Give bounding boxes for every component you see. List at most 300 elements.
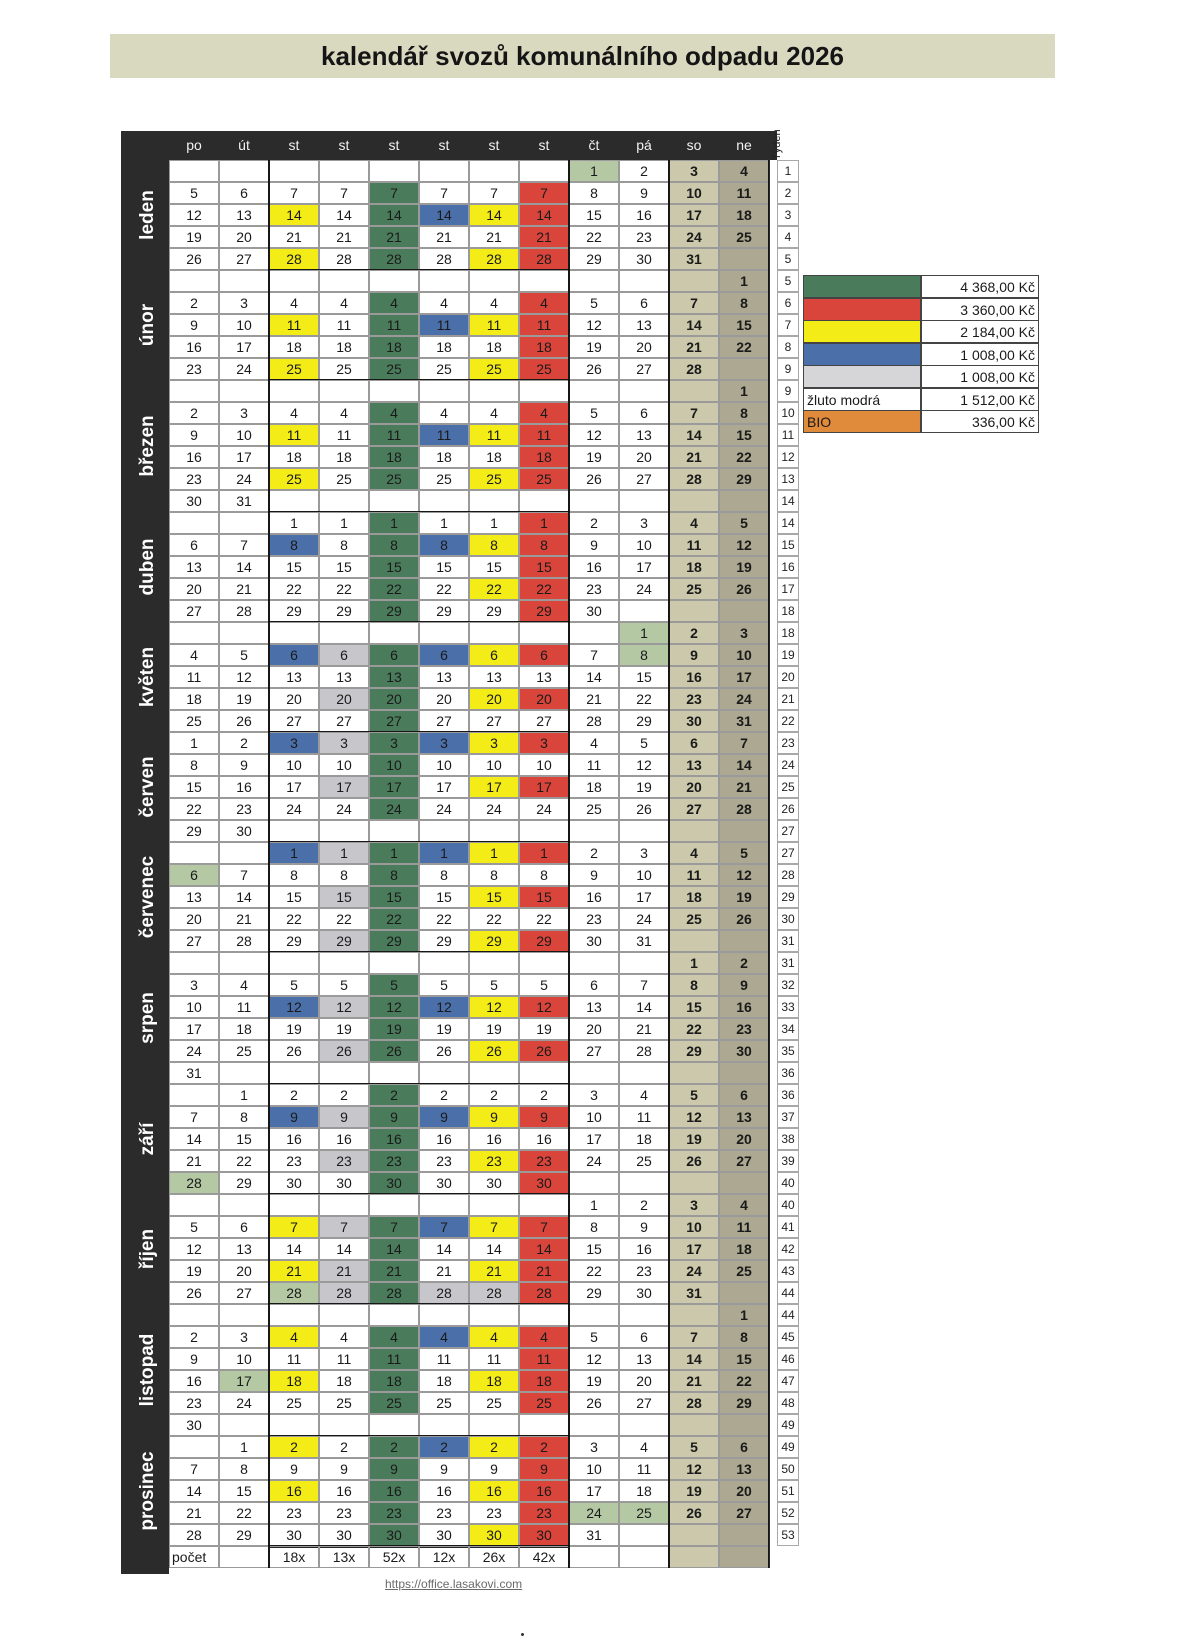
day-cell: 23: [519, 1150, 569, 1172]
day-cell: 20: [719, 1480, 769, 1502]
day-cell: 30: [319, 1172, 369, 1194]
day-cell: 10: [619, 864, 669, 886]
day-cell: 8: [169, 754, 219, 776]
day-cell: 29: [519, 600, 569, 622]
month-name: září: [137, 1122, 158, 1156]
day-cell: 14: [319, 1238, 369, 1260]
source-url[interactable]: https://office.lasakovi.com: [385, 1577, 523, 1591]
day-cell: 9: [269, 1458, 319, 1480]
day-cell: [219, 1062, 269, 1084]
day-cell: 10: [619, 534, 669, 556]
day-cell: [619, 1304, 669, 1326]
week-number: 18: [777, 622, 799, 644]
month-label: [129, 1194, 167, 1304]
day-cell: 16: [719, 996, 769, 1018]
day-cell: 14: [469, 204, 519, 226]
legend-swatch: [803, 365, 921, 388]
day-cell: 25: [469, 468, 519, 490]
day-cell: 5: [219, 644, 269, 666]
month-label: [129, 1084, 167, 1194]
day-cell: [369, 820, 419, 842]
day-cell: 12: [719, 864, 769, 886]
day-cell: 7: [619, 974, 669, 996]
day-cell: 27: [619, 1392, 669, 1414]
day-cell: 2: [619, 160, 669, 182]
day-cell: 26: [519, 1040, 569, 1062]
day-cell: 1: [419, 842, 469, 864]
day-cell: 20: [619, 446, 669, 468]
day-cell: [719, 1172, 769, 1194]
day-cell: 29: [569, 1282, 619, 1304]
day-cell: [269, 820, 319, 842]
day-cell: 25: [369, 358, 419, 380]
day-cell: 1: [219, 1084, 269, 1106]
day-cell: 31: [219, 490, 269, 512]
day-cell: 22: [219, 1150, 269, 1172]
day-cell: 18: [469, 446, 519, 468]
day-cell: [519, 490, 569, 512]
week-number: 27: [777, 820, 799, 842]
day-cell: 12: [269, 996, 319, 1018]
day-cell: 18: [619, 1128, 669, 1150]
week-number: 34: [777, 1018, 799, 1040]
day-cell: 26: [569, 358, 619, 380]
day-cell: [169, 160, 219, 182]
day-cell: 10: [469, 754, 519, 776]
day-cell: 13: [619, 314, 669, 336]
day-cell: 6: [369, 644, 419, 666]
day-cell: 31: [619, 930, 669, 952]
day-cell: 18: [669, 556, 719, 578]
day-cell: 17: [619, 556, 669, 578]
day-cell: 10: [519, 754, 569, 776]
legend-price: 1 512,00 Kč: [921, 388, 1039, 411]
day-cell: 19: [619, 776, 669, 798]
day-cell: [219, 512, 269, 534]
month-label: [129, 1436, 167, 1546]
day-cell: 4: [319, 1326, 369, 1348]
day-cell: 14: [219, 556, 269, 578]
day-cell: [219, 622, 269, 644]
day-cell: 18: [369, 446, 419, 468]
day-cell: 20: [419, 688, 469, 710]
day-header: pá: [636, 137, 652, 153]
week-number: 37: [777, 1106, 799, 1128]
day-cell: 30: [669, 710, 719, 732]
week-number: 25: [777, 776, 799, 798]
day-cell: [219, 1304, 269, 1326]
day-cell: 15: [169, 776, 219, 798]
day-cell: 19: [569, 336, 619, 358]
count-cell: [669, 1546, 719, 1568]
week-number: 22: [777, 710, 799, 732]
day-cell: 29: [669, 1040, 719, 1062]
day-header: čt: [588, 137, 600, 153]
day-cell: 22: [319, 578, 369, 600]
day-cell: 28: [319, 1282, 369, 1304]
day-cell: 22: [719, 446, 769, 468]
day-cell: [469, 160, 519, 182]
count-cell: 26x: [469, 1546, 519, 1568]
day-cell: 3: [469, 732, 519, 754]
day-cell: 16: [369, 1128, 419, 1150]
day-cell: [519, 380, 569, 402]
day-cell: 17: [569, 1128, 619, 1150]
day-cell: 21: [269, 1260, 319, 1282]
day-cell: 5: [569, 292, 619, 314]
day-cell: 23: [169, 468, 219, 490]
day-cell: 14: [519, 204, 569, 226]
day-cell: 18: [669, 886, 719, 908]
day-cell: 11: [369, 424, 419, 446]
day-cell: 28: [219, 930, 269, 952]
day-cell: 24: [469, 798, 519, 820]
day-cell: 14: [169, 1128, 219, 1150]
day-cell: 1: [519, 842, 569, 864]
day-cell: 7: [519, 1216, 569, 1238]
day-cell: 4: [219, 974, 269, 996]
day-cell: 4: [319, 402, 369, 424]
day-cell: 30: [369, 1524, 419, 1546]
day-cell: 15: [719, 424, 769, 446]
day-cell: 30: [369, 1172, 419, 1194]
day-cell: 13: [169, 886, 219, 908]
day-cell: 3: [219, 292, 269, 314]
day-cell: [369, 1414, 419, 1436]
day-cell: 6: [269, 644, 319, 666]
day-cell: 9: [519, 1106, 569, 1128]
day-cell: 25: [419, 468, 469, 490]
day-cell: [519, 820, 569, 842]
week-number: 19: [777, 644, 799, 666]
day-cell: 25: [169, 710, 219, 732]
day-cell: 4: [269, 1326, 319, 1348]
week-number: 42: [777, 1238, 799, 1260]
day-cell: 4: [669, 842, 719, 864]
week-number: 23: [777, 732, 799, 754]
day-header: st: [388, 137, 400, 153]
day-cell: 30: [269, 1172, 319, 1194]
week-number: 52: [777, 1502, 799, 1524]
day-cell: [419, 1304, 469, 1326]
day-cell: 22: [619, 688, 669, 710]
day-cell: [669, 1524, 719, 1546]
day-cell: 2: [219, 732, 269, 754]
day-cell: 10: [569, 1106, 619, 1128]
day-cell: 14: [319, 204, 369, 226]
day-cell: 6: [619, 1326, 669, 1348]
legend-price: 336,00 Kč: [921, 410, 1039, 433]
day-cell: 19: [569, 446, 619, 468]
day-cell: 7: [319, 182, 369, 204]
day-cell: 17: [319, 776, 369, 798]
day-cell: 13: [519, 666, 569, 688]
day-cell: 18: [469, 1370, 519, 1392]
day-cell: 30: [169, 490, 219, 512]
week-number: 29: [777, 886, 799, 908]
day-cell: 27: [719, 1150, 769, 1172]
day-cell: 29: [369, 930, 419, 952]
day-cell: [169, 1304, 219, 1326]
day-cell: 7: [469, 182, 519, 204]
day-cell: [219, 952, 269, 974]
week-number: 41: [777, 1216, 799, 1238]
day-cell: 16: [419, 1480, 469, 1502]
day-cell: 15: [569, 204, 619, 226]
day-cell: 2: [669, 622, 719, 644]
day-cell: 27: [419, 710, 469, 732]
day-cell: 8: [719, 402, 769, 424]
scan-dot: [521, 1633, 524, 1636]
day-cell: 20: [519, 688, 569, 710]
legend-price: 1 008,00 Kč: [921, 365, 1039, 388]
day-cell: 26: [719, 578, 769, 600]
day-cell: 20: [669, 776, 719, 798]
day-cell: 14: [419, 204, 469, 226]
day-cell: [669, 1062, 719, 1084]
day-cell: [569, 1172, 619, 1194]
day-cell: 28: [469, 248, 519, 270]
day-cell: 26: [419, 1040, 469, 1062]
day-cell: 9: [519, 1458, 569, 1480]
day-cell: 21: [469, 226, 519, 248]
day-cell: 1: [569, 160, 619, 182]
day-cell: 27: [269, 710, 319, 732]
day-cell: 9: [369, 1458, 419, 1480]
day-cell: 2: [569, 842, 619, 864]
day-cell: [469, 1062, 519, 1084]
day-cell: 26: [569, 468, 619, 490]
day-cell: 31: [719, 710, 769, 732]
day-cell: 8: [269, 864, 319, 886]
day-cell: 16: [319, 1128, 369, 1150]
day-cell: 3: [619, 842, 669, 864]
day-cell: 15: [219, 1480, 269, 1502]
day-cell: 13: [719, 1106, 769, 1128]
day-cell: 31: [169, 1062, 219, 1084]
day-cell: 11: [619, 1106, 669, 1128]
day-cell: 5: [669, 1436, 719, 1458]
day-cell: 24: [619, 908, 669, 930]
day-cell: 8: [219, 1106, 269, 1128]
day-cell: 28: [669, 468, 719, 490]
day-cell: 26: [669, 1150, 719, 1172]
day-cell: [619, 1524, 669, 1546]
day-cell: 9: [469, 1106, 519, 1128]
day-cell: [719, 1282, 769, 1304]
day-cell: 13: [419, 666, 469, 688]
day-cell: 6: [669, 732, 719, 754]
day-cell: 23: [619, 226, 669, 248]
day-cell: 25: [369, 468, 419, 490]
day-cell: 2: [269, 1084, 319, 1106]
day-cell: [219, 1414, 269, 1436]
day-cell: 2: [469, 1084, 519, 1106]
day-cell: 14: [669, 1348, 719, 1370]
day-cell: 4: [569, 732, 619, 754]
day-cell: 5: [669, 1084, 719, 1106]
day-cell: 7: [569, 644, 619, 666]
day-cell: 15: [319, 556, 369, 578]
day-cell: 9: [619, 1216, 669, 1238]
day-cell: 4: [519, 1326, 569, 1348]
day-cell: 21: [319, 1260, 369, 1282]
day-cell: 3: [169, 974, 219, 996]
day-cell: 30: [519, 1524, 569, 1546]
day-cell: 25: [319, 358, 369, 380]
day-cell: [269, 1304, 319, 1326]
day-cell: 11: [269, 424, 319, 446]
week-number: 33: [777, 996, 799, 1018]
day-cell: 23: [569, 578, 619, 600]
day-cell: 28: [519, 248, 569, 270]
day-cell: 14: [169, 1480, 219, 1502]
day-cell: [469, 270, 519, 292]
day-cell: 16: [669, 666, 719, 688]
day-cell: [369, 380, 419, 402]
week-number: 39: [777, 1150, 799, 1172]
week-number: 53: [777, 1524, 799, 1546]
count-cell: 52x: [369, 1546, 419, 1568]
day-cell: 2: [519, 1436, 569, 1458]
day-cell: 27: [369, 710, 419, 732]
day-cell: 20: [219, 1260, 269, 1282]
day-cell: [619, 952, 669, 974]
day-cell: 15: [369, 556, 419, 578]
day-cell: 9: [269, 1106, 319, 1128]
day-cell: 19: [569, 1370, 619, 1392]
day-cell: 22: [719, 336, 769, 358]
day-cell: 25: [719, 226, 769, 248]
day-cell: 7: [519, 182, 569, 204]
day-cell: 30: [269, 1524, 319, 1546]
day-cell: 4: [169, 644, 219, 666]
day-cell: 16: [569, 556, 619, 578]
week-number: 43: [777, 1260, 799, 1282]
day-cell: 30: [719, 1040, 769, 1062]
day-cell: 8: [519, 534, 569, 556]
day-cell: 12: [219, 666, 269, 688]
day-cell: 9: [419, 1106, 469, 1128]
day-cell: 28: [419, 248, 469, 270]
day-cell: 9: [569, 534, 619, 556]
day-cell: 10: [219, 1348, 269, 1370]
day-cell: 11: [319, 1348, 369, 1370]
day-cell: 30: [419, 1172, 469, 1194]
day-cell: 11: [419, 424, 469, 446]
day-cell: 23: [269, 1150, 319, 1172]
day-cell: 14: [519, 1238, 569, 1260]
day-cell: 21: [169, 1150, 219, 1172]
day-cell: 23: [669, 688, 719, 710]
day-cell: 18: [419, 336, 469, 358]
week-number: 32: [777, 974, 799, 996]
day-cell: [719, 930, 769, 952]
day-cell: 15: [319, 886, 369, 908]
day-cell: 13: [269, 666, 319, 688]
day-cell: 18: [319, 446, 369, 468]
day-cell: 28: [369, 1282, 419, 1304]
day-cell: 8: [319, 534, 369, 556]
day-cell: 28: [169, 1172, 219, 1194]
day-cell: 20: [719, 1128, 769, 1150]
day-cell: 22: [369, 578, 419, 600]
week-number: 9: [777, 380, 799, 402]
day-cell: 30: [219, 820, 269, 842]
day-cell: [269, 380, 319, 402]
legend-price: 4 368,00 Kč: [921, 275, 1039, 298]
day-cell: 4: [369, 292, 419, 314]
week-number: 40: [777, 1172, 799, 1194]
day-cell: 9: [569, 864, 619, 886]
week-number: 8: [777, 336, 799, 358]
day-cell: [719, 1414, 769, 1436]
day-cell: 12: [469, 996, 519, 1018]
day-cell: 22: [169, 798, 219, 820]
day-cell: 12: [519, 996, 569, 1018]
day-cell: 16: [169, 1370, 219, 1392]
day-cell: 3: [219, 402, 269, 424]
day-cell: [519, 160, 569, 182]
day-cell: 3: [569, 1436, 619, 1458]
day-cell: 22: [319, 908, 369, 930]
day-cell: 3: [619, 512, 669, 534]
legend-price: 2 184,00 Kč: [921, 320, 1039, 343]
day-cell: 20: [169, 578, 219, 600]
day-cell: 7: [419, 182, 469, 204]
day-cell: [319, 622, 369, 644]
day-cell: 7: [219, 864, 269, 886]
day-cell: 7: [169, 1106, 219, 1128]
day-cell: 20: [319, 688, 369, 710]
count-cell: [569, 1546, 619, 1568]
day-cell: 28: [569, 710, 619, 732]
day-cell: 4: [269, 402, 319, 424]
day-cell: 11: [469, 424, 519, 446]
day-cell: 12: [419, 996, 469, 1018]
day-cell: [669, 1172, 719, 1194]
day-cell: 21: [219, 908, 269, 930]
day-cell: 16: [469, 1480, 519, 1502]
day-cell: 23: [169, 1392, 219, 1414]
week-number: 15: [777, 534, 799, 556]
day-cell: [219, 160, 269, 182]
day-cell: 18: [519, 446, 569, 468]
day-cell: 29: [419, 600, 469, 622]
day-cell: [169, 512, 219, 534]
count-cell: [719, 1546, 769, 1568]
day-cell: 8: [419, 864, 469, 886]
day-cell: 18: [319, 1370, 369, 1392]
day-cell: 3: [219, 1326, 269, 1348]
day-cell: 11: [169, 666, 219, 688]
day-cell: 8: [469, 864, 519, 886]
day-cell: [469, 820, 519, 842]
day-cell: 23: [319, 1502, 369, 1524]
day-cell: 10: [219, 314, 269, 336]
day-cell: 12: [719, 534, 769, 556]
week-number: 5: [777, 270, 799, 292]
day-cell: [219, 1194, 269, 1216]
day-cell: 22: [669, 1018, 719, 1040]
day-cell: 29: [419, 930, 469, 952]
day-cell: 7: [169, 1458, 219, 1480]
day-cell: 5: [719, 842, 769, 864]
week-number: 2: [777, 182, 799, 204]
day-cell: 18: [469, 336, 519, 358]
day-cell: 14: [669, 424, 719, 446]
day-cell: 17: [519, 776, 569, 798]
